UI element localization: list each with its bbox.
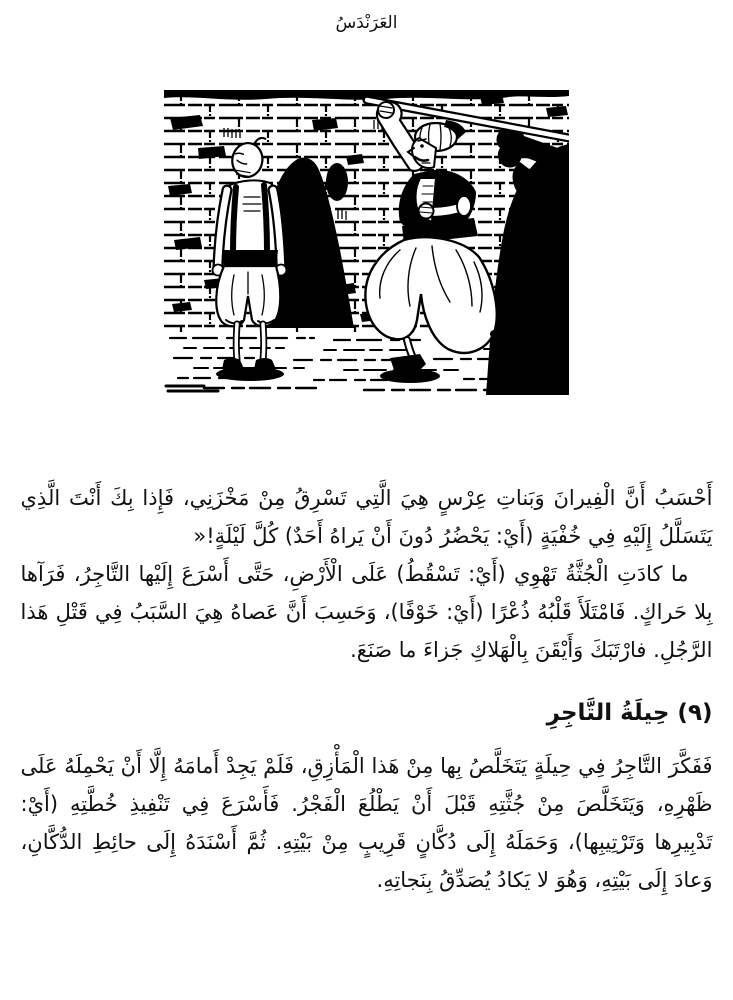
- running-head-title: العَرَنْدَسُ: [335, 13, 398, 33]
- story-text-column: [21, 479, 713, 899]
- fist-on-staff: [378, 102, 394, 118]
- paragraph-merchant-trick: فَفَكَّرَ التَّاجِرُ فِي حِيلَةٍ يَتَخَلَّصُ بِها مِنْ هَذا الْمَأْزِقِ، فَلَمْ يَجِدْ أَمامَهُ إِلَّا أَنْ يَحْمِلَهُ عَلَى ظَهْرِهِ، وَيَتَخَلَّصَ مِنْ جُثَّتِهِ قَبْلَ أَنْ يَطْلُعَ الْفَجْرُ. فَأَسْرَعَ فِي تَنْفِيذِ خُطَّتِهِ (أَيْ: تَدْبِيرِها وَتَرْتِيبِها)، وَحَمَلَهُ إِلَى دُكَّانٍ قَرِيبٍ مِنْ بَيْتِهِ. ثُمَّ أَسْنَدَهُ إِلَى حائِطِ الدُّكَّانِ، وَعادَ إِلَى بَيْتِهِ، وَهُوَ لا يَكادُ يُصَدِّقُ بِنَجاتِهِ.: [20, 754, 713, 892]
- woodcut-illustration: [164, 90, 569, 395]
- paragraph-body-falls: ما كادَتِ الْجُثَّةُ تَهْوِي (أَيْ: تَسْقُطُ) عَلَى الْأَرْضِ، حَتَّى أَسْرَعَ إِلَيْها التَّاجِرُ، فَرَآها بِلا حَراكٍ. فَامْتَلَأَ قَلْبُهُ ذُعْرًا (أَيْ: خَوْفًا)، وَحَسِبَ أَنَّ عَصاهُ هِيَ السَّبَبُ فِي قَتْلِ هَذا الرَّجُلِ. فارْتَبَكَ وَأَيْقَنَ بِالْهَلاكِ جَزاءَ ما صَنَعَ.: [20, 562, 713, 662]
- section-heading: (٩) حِيلَةُ التَّاجِرِ: [546, 700, 713, 726]
- baggy-trousers: [365, 237, 496, 353]
- front-shoe: [390, 354, 426, 370]
- paragraph-quote-end: أَحْسَبُ أَنَّ الْفِيرانَ وَبَناتِ عِرْسٍ هِيَ الَّتِي تَسْرِقُ مِنْ مَخْزَنِي، فَإِذا بِكَ أَنْتَ الَّذِي يَتَسَلَّلُ إِلَيْهِ فِي خُفْيَةٍ (أَيْ: يَحْضُرُ دُونَ أَنْ يَراهُ أَحَدٌ) كُلَّ لَيْلَةٍ!«: [20, 486, 713, 548]
- story-illustration: [164, 90, 569, 395]
